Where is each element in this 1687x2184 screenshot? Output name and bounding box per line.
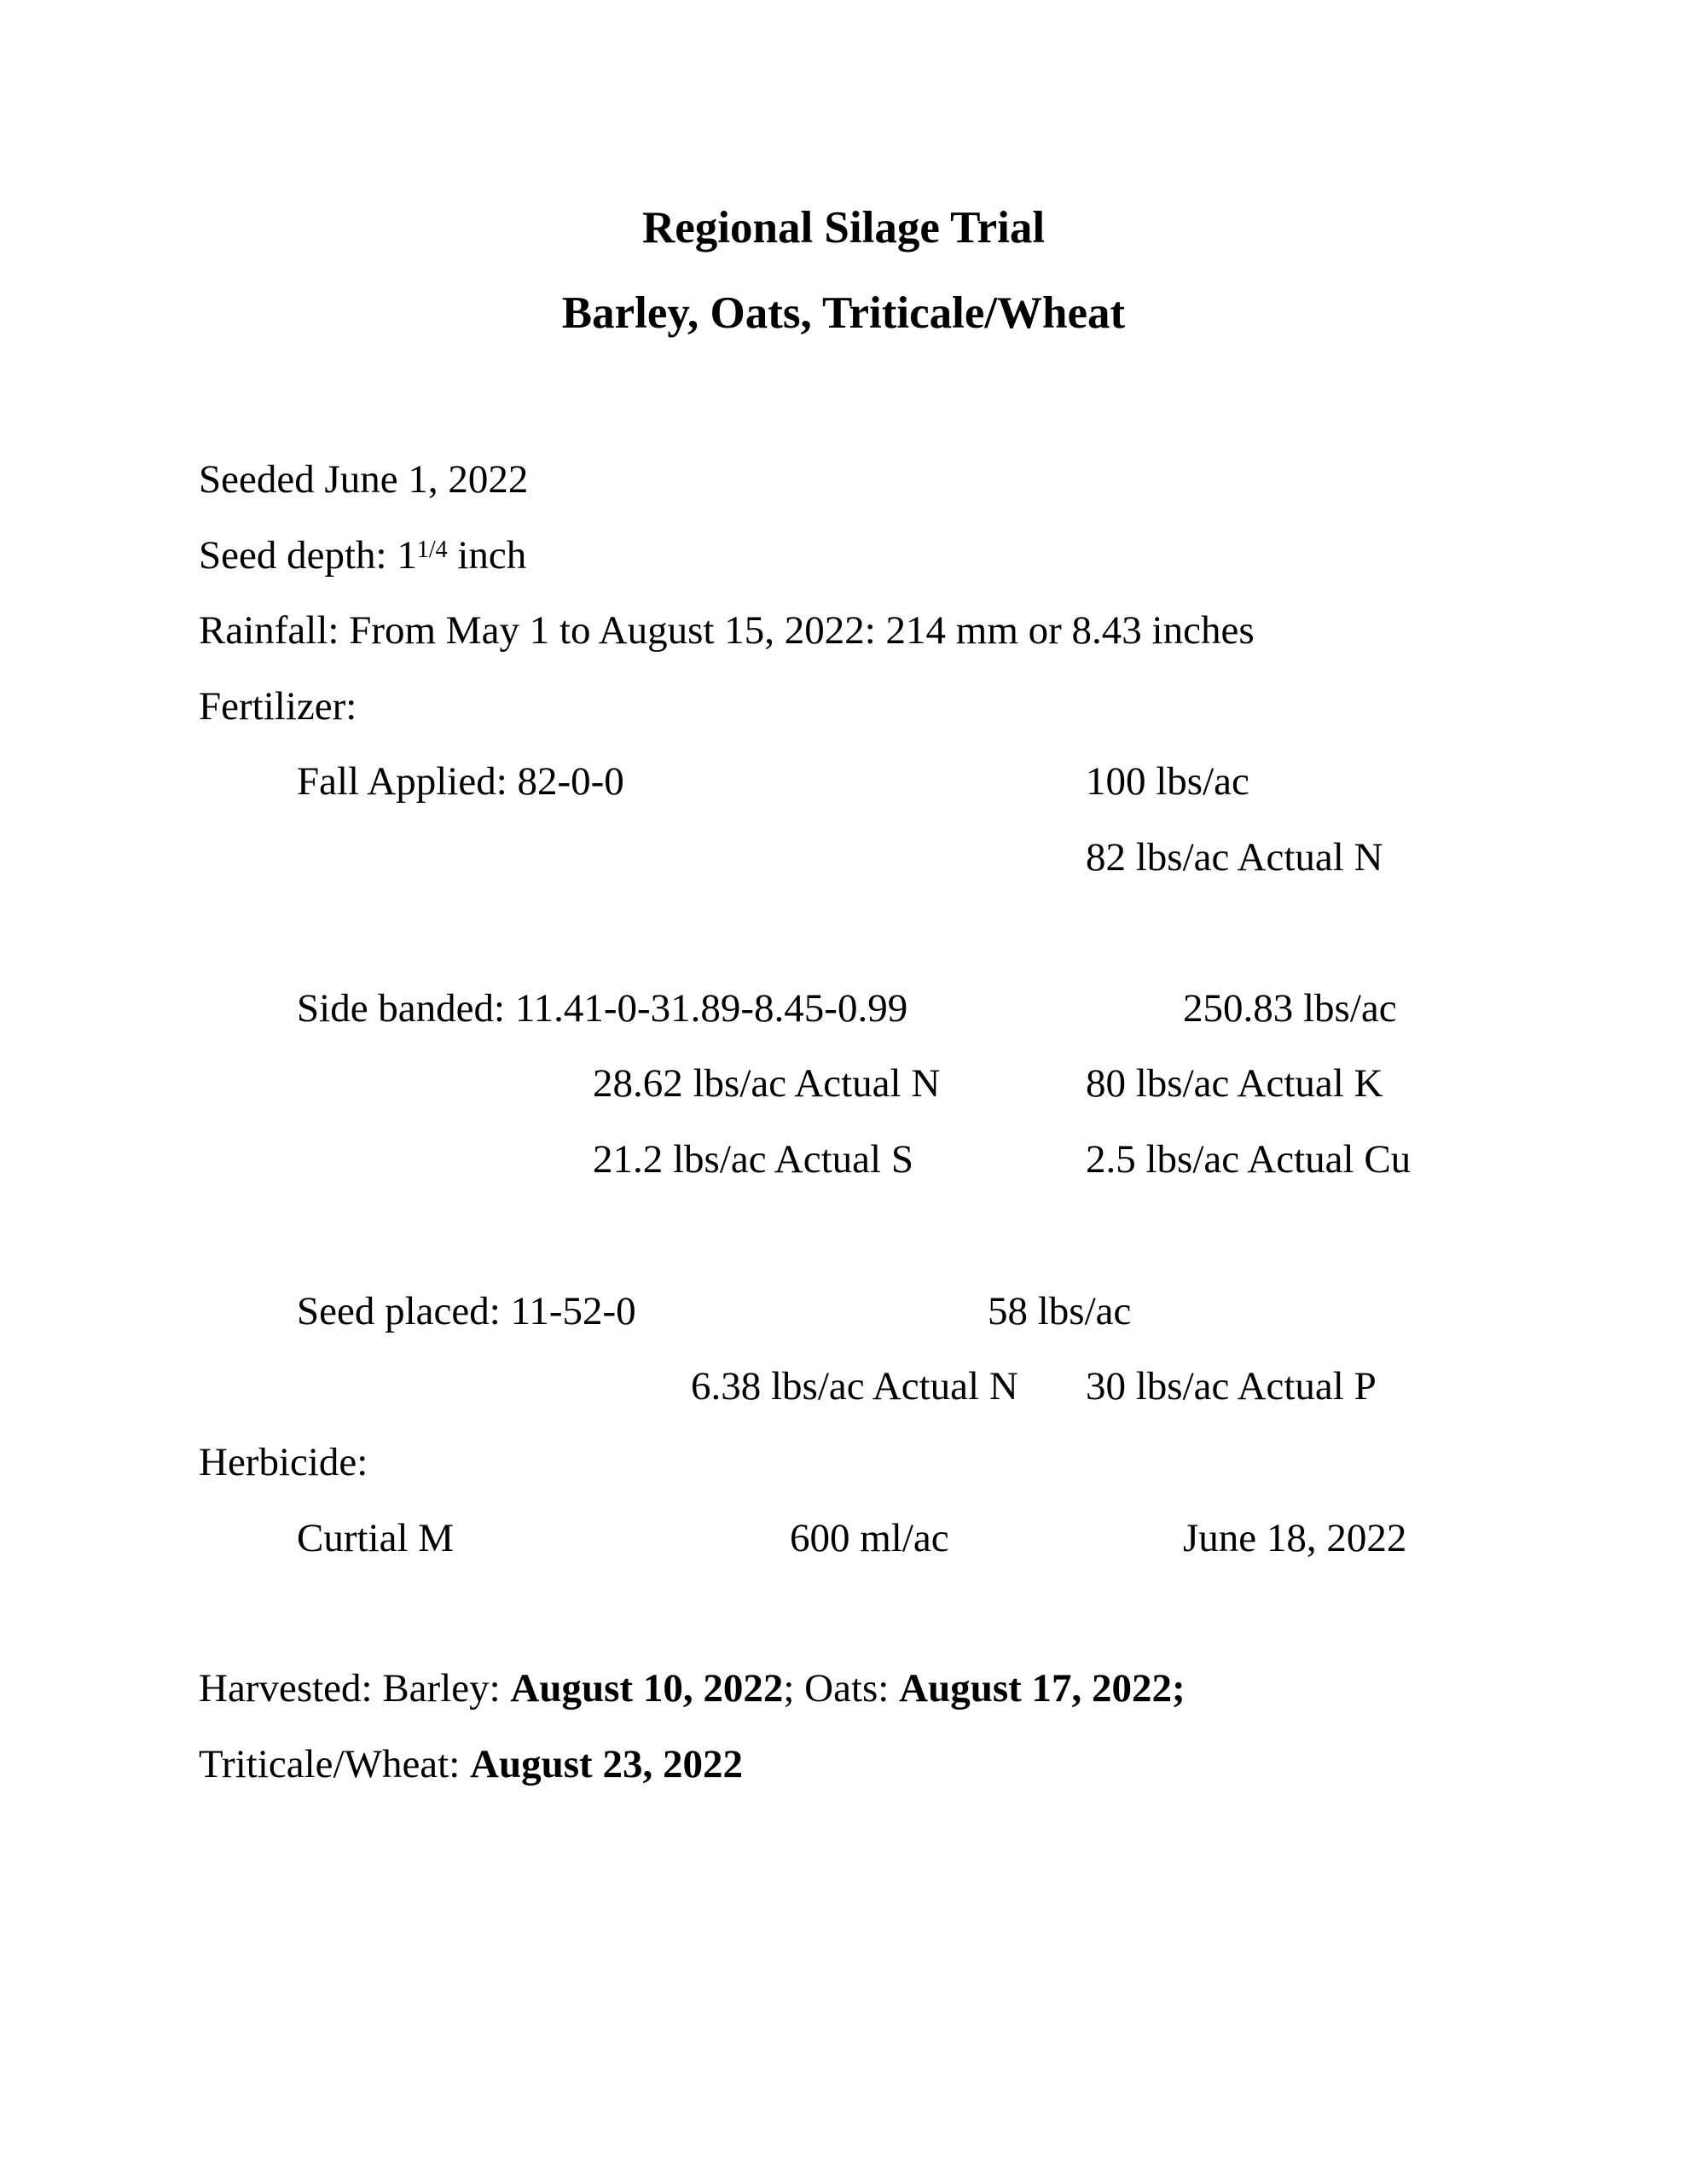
side-banded-rate: 250.83 lbs/ac (1183, 986, 1397, 1031)
rainfall: Rainfall: From May 1 to August 15, 2022: 214 mm or 8.43 inches (199, 608, 1255, 653)
document-title: Regional Silage Trial (641, 203, 1046, 253)
herbicide-rate: 600 ml/ac (790, 1516, 949, 1560)
side-banded-actual-k: 80 lbs/ac Actual K (1086, 1061, 1383, 1106)
harvest-line-2 (199, 1740, 743, 1788)
fall-applied-label: Fall Applied: 82-0-0 (297, 759, 624, 804)
harvest-oats-date: August 17, 2022; (899, 1666, 1186, 1711)
seed-depth (199, 531, 526, 579)
harvest-oats-prefix: ; Oats: (783, 1666, 900, 1711)
side-banded-actual-s: 21.2 lbs/ac Actual S (593, 1137, 913, 1182)
seed-depth-fraction: 1/4 (416, 537, 448, 563)
seed-placed-rate: 58 lbs/ac (988, 1289, 1132, 1333)
seed-placed-actual-n: 6.38 lbs/ac Actual N (691, 1364, 1018, 1409)
seed-placed-label: Seed placed: 11-52-0 (297, 1289, 636, 1333)
document-subtitle: Barley, Oats, Triticale/Wheat (561, 288, 1126, 338)
side-banded-label: Side banded: 11.41-0-31.89-8.45-0.99 (297, 986, 908, 1031)
seed-depth-prefix: Seed depth: 1 (199, 533, 417, 578)
fall-applied-rate: 100 lbs/ac (1086, 759, 1249, 804)
harvest-tw-date: August 23, 2022 (470, 1742, 743, 1786)
side-banded-actual-cu: 2.5 lbs/ac Actual Cu (1086, 1137, 1412, 1182)
herbicide-heading: Herbicide: (199, 1440, 368, 1484)
harvest-line-1 (199, 1664, 1186, 1712)
herbicide-product: Curtial M (297, 1516, 455, 1560)
side-banded-actual-n: 28.62 lbs/ac Actual N (593, 1061, 941, 1106)
herbicide-date: June 18, 2022 (1183, 1516, 1407, 1560)
harvest-prefix: Harvested: Barley: (199, 1666, 511, 1711)
fertilizer-heading: Fertilizer: (199, 684, 357, 729)
seed-depth-suffix: inch (447, 533, 527, 578)
seeded-date: Seeded June 1, 2022 (199, 457, 529, 502)
fall-applied-actual-n: 82 lbs/ac Actual N (1086, 835, 1383, 880)
seed-placed-actual-p: 30 lbs/ac Actual P (1086, 1364, 1377, 1409)
harvest-barley-date: August 10, 2022 (510, 1666, 784, 1711)
harvest-tw-prefix: Triticale/Wheat: (199, 1742, 471, 1786)
